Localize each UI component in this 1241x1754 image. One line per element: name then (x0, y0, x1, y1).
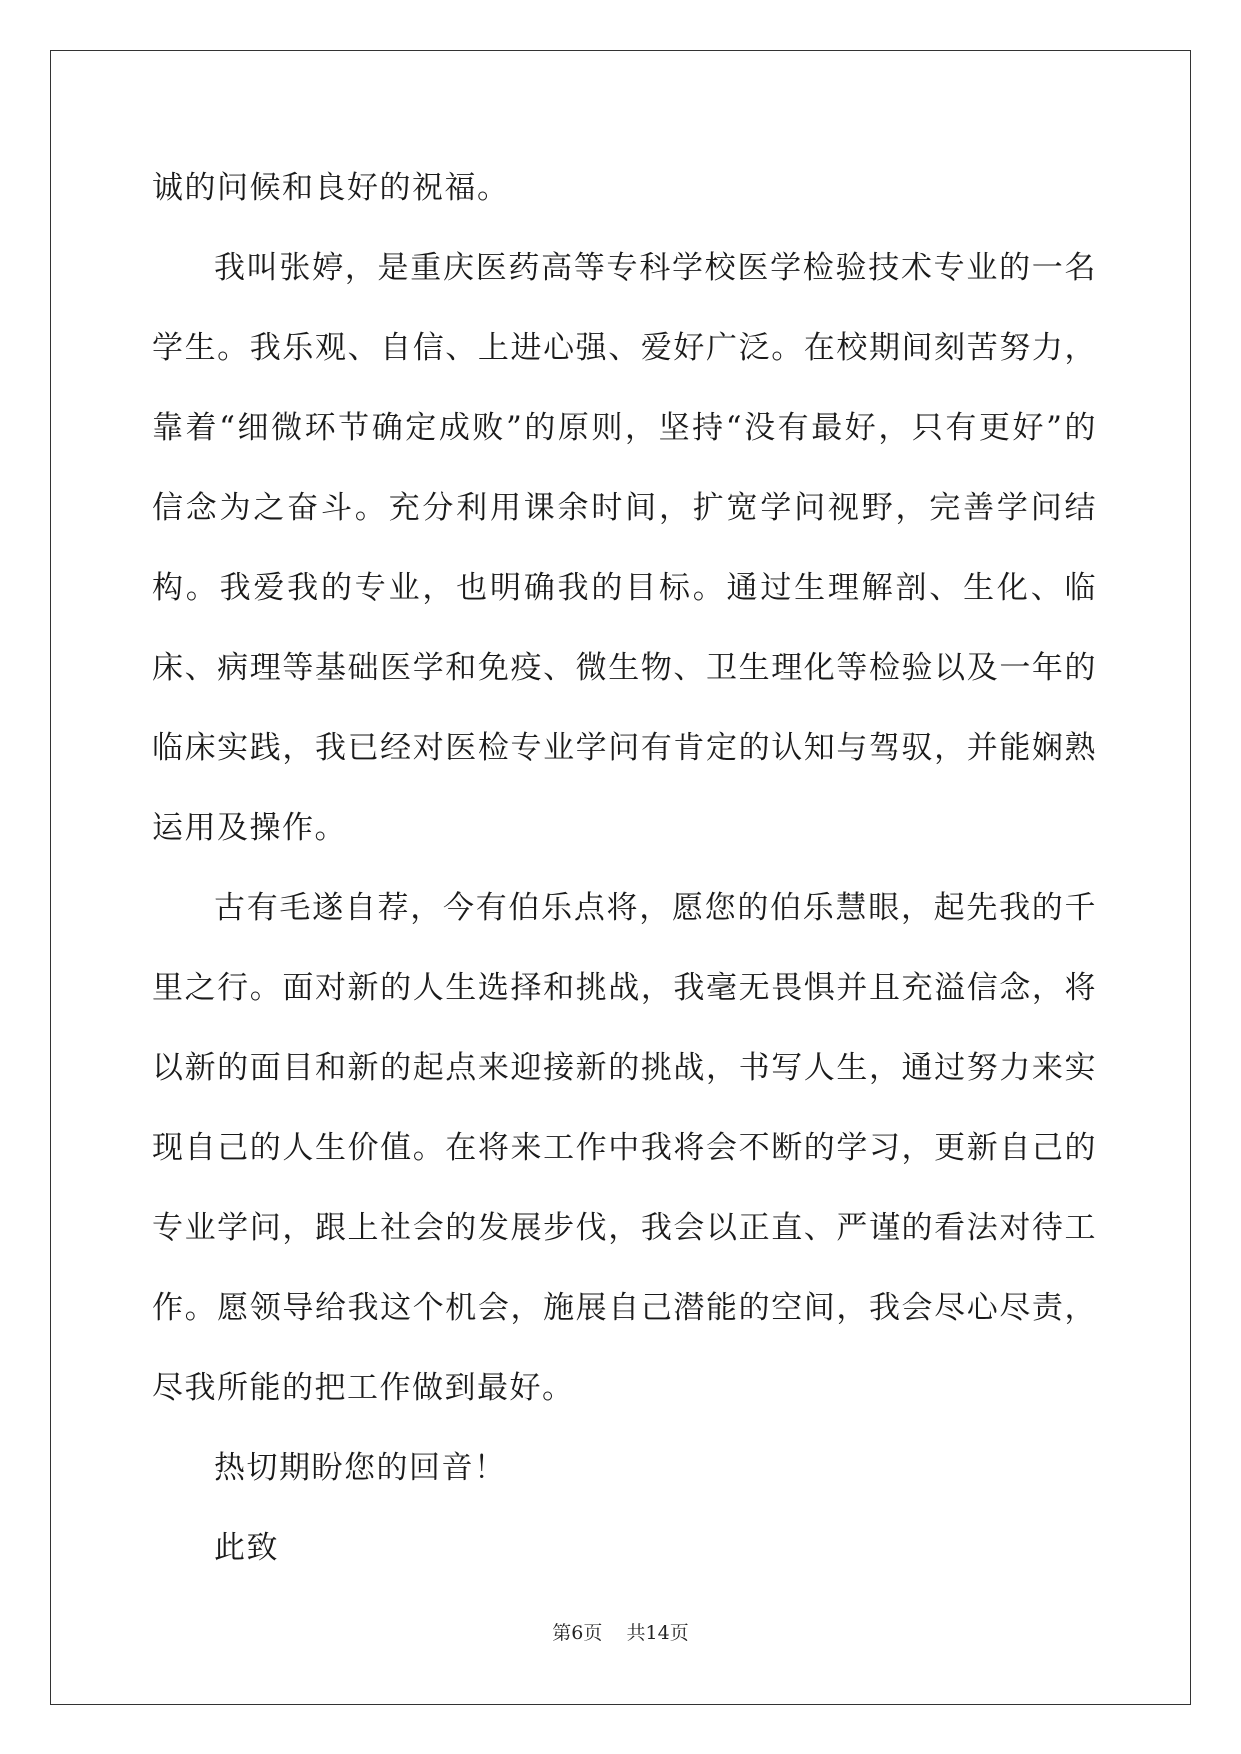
paragraph-continued: 诚的问候和良好的祝福。 (152, 170, 510, 206)
page-footer (0, 1618, 1241, 1645)
page-number: 第6页 共14页 (552, 1622, 689, 1644)
paragraph-aspiration: 古有毛遂自荐，今有伯乐点将，愿您的伯乐慧眼，起先我的千里之行。面对新的人生选择和挑战，我毫无畏惧并且充溢信念，将以新的面目和新的起点来迎接新的挑战，书写人生，通过努力来实现自己的人生价值。在将来工作中我将会不断的学习，更新自己的专业学问，跟上社会的发展步伐，我会以正直、严谨的看法对待工作。愿领导给我这个机会，施展自己潜能的空间，我会尽心尽责，尽我所能的把工作做到最好。 (152, 890, 1097, 1406)
paragraph-introduction: 我叫张婷，是重庆医药高等专科学校医学检验技术专业的一名学生。我乐观、自信、上进心强、爱好广泛。在校期间刻苦努力，靠着“细微环节确定成败”的原则，坚持“没有最好，只有更好”的信念为之奋斗。充分利用课余时间，扩宽学问视野，完善学问结构。我爱我的专业，也明确我的目标。通过生理解剖、生化、临床、病理等基础医学和免疫、微生物、卫生理化等检验以及一年的临床实践，我已经对医检专业学问有肯定的认知与驾驭，并能娴熟运用及操作。 (152, 250, 1097, 846)
document-body (152, 148, 1097, 1588)
paragraph-looking-forward: 热切期盼您的回音！ (214, 1450, 507, 1486)
paragraph-salutation: 此致 (214, 1530, 279, 1566)
